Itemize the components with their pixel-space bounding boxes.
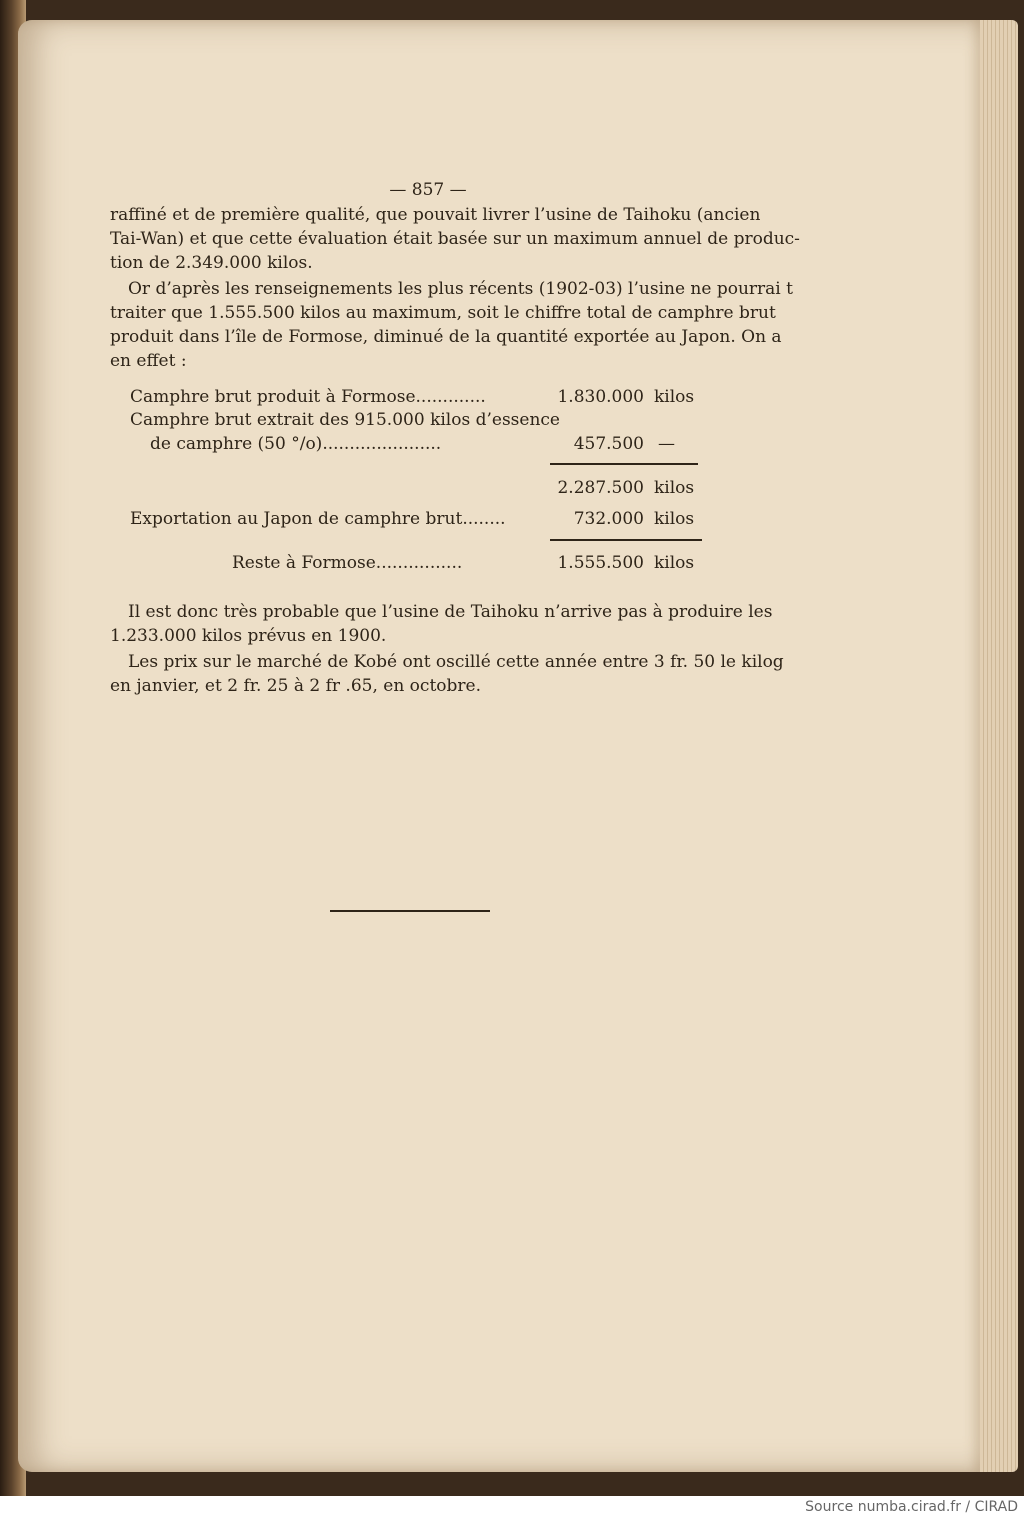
book-page [18, 20, 980, 1472]
row-2-leader-dots: ...................... [322, 434, 442, 454]
paragraph-2-line-4: en effet : [110, 351, 187, 371]
paragraph-3-line-1: Il est donc très probable que l’usine de Taihoku n’arrive pas à produire les [128, 602, 773, 622]
paragraph-4-line-2: en janvier, et 2 fr. 25 à 2 fr .65, en octobre. [110, 676, 481, 696]
subtotal-rule [550, 463, 698, 465]
subtotal-value: 2.287.500 [557, 478, 644, 498]
table-total-unit: kilos [654, 553, 695, 573]
source-caption: Source numba.cirad.fr / CIRAD [805, 1499, 1018, 1515]
table-row-2-label-line-2 [150, 432, 441, 456]
table-total-value: 1.555.500 [557, 553, 644, 573]
end-of-section-rule [330, 910, 490, 912]
paragraph-1-line-3: tion de 2.349.000 kilos. [110, 253, 313, 273]
table-row-3-unit: kilos [654, 509, 695, 529]
subtotal-unit: kilos [654, 478, 695, 498]
table-row-3-label [130, 507, 506, 531]
row-3-label-text: Exportation au Japon de camphre brut [130, 509, 463, 529]
table-row-2-unit: — [658, 434, 675, 454]
table-row-2-value: 457.500 [573, 434, 644, 454]
paragraph-2-line-1: Or d’après les renseignements les plus récents (1902-03) l’usine ne pourrai t [128, 279, 793, 299]
total-leader-dots: ................ [375, 553, 463, 573]
row-1-label-text: Camphre brut produit à Formose [130, 387, 416, 407]
paragraph-4-line-1: Les prix sur le marché de Kobé ont oscillé cette année entre 3 fr. 50 le kilog [128, 652, 784, 672]
paragraph-2-line-2: traiter que 1.555.500 kilos au maximum, soit le chiffre total de camphre brut [110, 303, 776, 323]
paragraph-2-line-3: produit dans l’île de Formose, diminué de la quantité exportée au Japon. On a [110, 327, 782, 347]
total-label-text: Reste à Formose [232, 553, 376, 573]
page-number: — 857 — [389, 180, 467, 200]
table-row-2-label-line-1: Camphre brut extrait des 915.000 kilos d’essence [130, 410, 560, 430]
row-1-leader-dots: ............. [415, 387, 486, 407]
table-row-1-unit: kilos [654, 387, 695, 407]
table-total-label [232, 551, 462, 575]
paragraph-1-line-2: Tai-Wan) et que cette évaluation était basée sur un maximum annuel de produc- [110, 229, 800, 249]
total-rule [550, 539, 702, 541]
table-row-1-value: 1.830.000 [557, 387, 644, 407]
row-3-leader-dots: ........ [462, 509, 506, 529]
table-row-3-value: 732.000 [573, 509, 644, 529]
row-2-label-text: de camphre (50 °/o) [150, 434, 323, 454]
table-row-1-label [130, 385, 486, 409]
paragraph-1-line-1: raffiné et de première qualité, que pouvait livrer l’usine de Taihoku (ancien [110, 205, 761, 225]
paragraph-3-line-2: 1.233.000 kilos prévus en 1900. [110, 626, 387, 646]
